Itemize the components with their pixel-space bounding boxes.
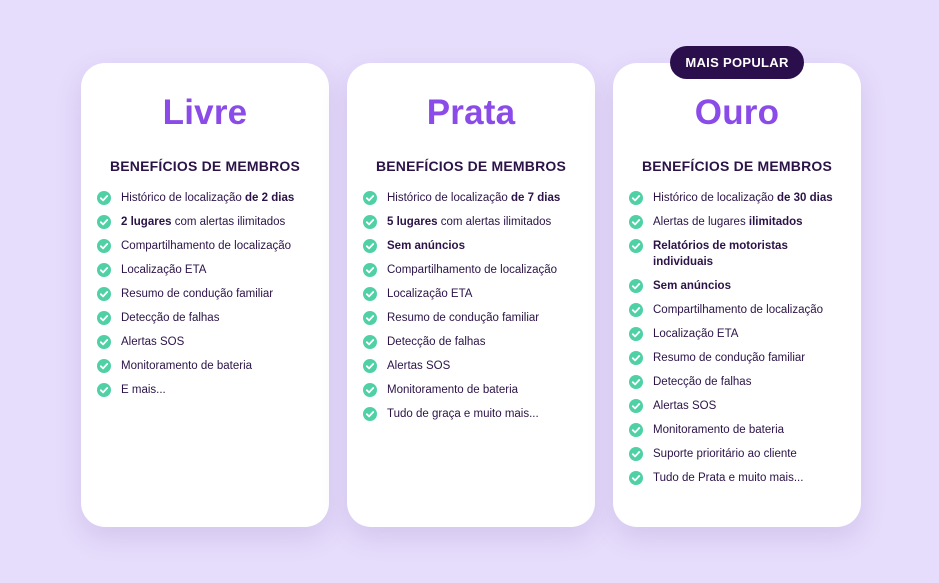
benefit-text (653, 214, 803, 230)
benefit-text-bold: 5 lugares (387, 216, 438, 228)
benefit-item (97, 238, 319, 254)
benefit-item (97, 358, 319, 374)
benefit-text-pre: Compartilhamento de localização (121, 240, 292, 252)
benefit-text (387, 310, 539, 326)
benefit-text-pre: Monitoramento de bateria (387, 384, 519, 396)
benefit-text (121, 310, 219, 326)
benefit-item (363, 406, 585, 422)
benefit-item (629, 238, 851, 270)
benefit-text-pre: Detecção de falhas (121, 312, 220, 324)
benefit-text-post: com alertas ilimitados (437, 216, 552, 228)
benefit-text (653, 302, 823, 318)
benefit-text (387, 262, 557, 278)
benefit-item (97, 310, 319, 326)
benefit-item (629, 350, 851, 366)
benefit-text-pre: Resumo de condução familiar (387, 312, 540, 324)
benefit-text-pre: Localização ETA (387, 288, 473, 300)
benefit-text-pre: Resumo de condução familiar (653, 352, 806, 364)
benefit-text-pre: Histórico de localização (387, 192, 512, 204)
check-circle-icon (97, 359, 111, 373)
benefit-item (629, 446, 851, 462)
benefit-text (387, 214, 551, 230)
check-circle-icon (629, 303, 643, 317)
benefit-item (363, 214, 585, 230)
benefit-item (629, 302, 851, 318)
check-circle-icon (97, 335, 111, 349)
benefit-item (629, 278, 851, 294)
benefit-list (97, 190, 319, 406)
benefit-text-pre: Histórico de localização (121, 192, 246, 204)
check-circle-icon (629, 375, 643, 389)
check-circle-icon (363, 239, 377, 253)
check-circle-icon (363, 191, 377, 205)
benefit-item (629, 190, 851, 206)
benefit-text (121, 190, 294, 206)
benefit-item (97, 190, 319, 206)
check-circle-icon (363, 287, 377, 301)
benefit-item (629, 470, 851, 486)
benefit-text-pre: Localização ETA (653, 328, 739, 340)
plan-title: Ouro (694, 93, 780, 132)
benefit-text (387, 286, 472, 302)
benefit-text-pre: E mais... (121, 384, 166, 396)
benefit-text-bold: Relatórios de motoristas individuais (653, 240, 788, 268)
benefit-item (97, 382, 319, 398)
benefit-item (363, 238, 585, 254)
benefit-text-bold: 2 lugares (121, 216, 172, 228)
check-circle-icon (629, 471, 643, 485)
benefit-text-post: com alertas ilimitados (171, 216, 286, 228)
check-circle-icon (363, 383, 377, 397)
check-circle-icon (97, 239, 111, 253)
benefit-text-bold: Sem anúncios (387, 240, 465, 252)
benefit-text-pre: Histórico de localização (653, 192, 778, 204)
benefit-text-pre: Detecção de falhas (653, 376, 752, 388)
benefit-text (387, 334, 485, 350)
check-circle-icon (629, 399, 643, 413)
benefit-text-pre: Alertas SOS (653, 400, 717, 412)
check-circle-icon (97, 263, 111, 277)
benefit-text-pre: Detecção de falhas (387, 336, 486, 348)
benefit-text (653, 422, 784, 438)
benefit-list (629, 190, 851, 494)
benefit-text-bold: Sem anúncios (653, 280, 731, 292)
benefit-text (653, 374, 751, 390)
check-circle-icon (363, 407, 377, 421)
benefit-text (653, 350, 805, 366)
check-circle-icon (363, 215, 377, 229)
benefit-text (121, 262, 206, 278)
benefit-item (97, 334, 319, 350)
benefit-item (363, 334, 585, 350)
check-circle-icon (97, 287, 111, 301)
benefit-item (363, 358, 585, 374)
benefit-text-pre: Compartilhamento de localização (653, 304, 824, 316)
check-circle-icon (629, 215, 643, 229)
benefit-text-pre: Tudo de graça e muito mais... (387, 408, 539, 420)
plan-card-ouro[interactable] (613, 63, 861, 527)
plan-card-prata[interactable] (347, 63, 595, 527)
benefit-item (363, 262, 585, 278)
check-circle-icon (97, 215, 111, 229)
benefit-text-pre: Resumo de condução familiar (121, 288, 274, 300)
check-circle-icon (629, 191, 643, 205)
benefit-text (121, 334, 184, 350)
benefit-text (653, 446, 797, 462)
check-circle-icon (629, 447, 643, 461)
benefit-text-bold: de 30 dias (777, 192, 833, 204)
benefit-text (387, 358, 450, 374)
check-circle-icon (97, 383, 111, 397)
benefit-text-pre: Alertas SOS (387, 360, 451, 372)
plan-card-livre[interactable] (81, 63, 329, 527)
most-popular-badge: MAIS POPULAR (670, 46, 804, 79)
benefits-heading: BENEFÍCIOS DE MEMBROS (375, 158, 567, 174)
benefit-text (121, 358, 252, 374)
benefit-text-pre: Localização ETA (121, 264, 207, 276)
benefit-text (653, 190, 833, 206)
benefit-text (653, 278, 731, 294)
benefit-item (363, 382, 585, 398)
benefit-text-pre: Tudo de Prata e muito mais... (653, 472, 804, 484)
benefit-item (629, 326, 851, 342)
benefit-text (387, 406, 539, 422)
benefit-text (387, 190, 560, 206)
benefits-heading: BENEFÍCIOS DE MEMBROS (109, 158, 301, 174)
benefit-text-bold: de 2 dias (245, 192, 295, 204)
benefit-text (387, 382, 518, 398)
benefits-heading: BENEFÍCIOS DE MEMBROS (641, 158, 833, 174)
check-circle-icon (363, 311, 377, 325)
benefit-item (97, 214, 319, 230)
check-circle-icon (629, 279, 643, 293)
benefit-text (653, 238, 851, 270)
benefit-text-bold: de 7 dias (511, 192, 561, 204)
check-circle-icon (629, 239, 643, 253)
check-circle-icon (363, 335, 377, 349)
benefit-item (629, 422, 851, 438)
benefit-text (653, 326, 738, 342)
check-circle-icon (629, 327, 643, 341)
benefit-text (121, 238, 291, 254)
benefit-item (363, 286, 585, 302)
benefit-item (97, 286, 319, 302)
benefit-text-pre: Alertas de lugares (653, 216, 749, 228)
benefit-item (629, 214, 851, 230)
benefit-text-pre: Alertas SOS (121, 336, 185, 348)
benefit-text-pre: Compartilhamento de localização (387, 264, 558, 276)
benefit-text (121, 214, 285, 230)
plan-title: Prata (426, 93, 516, 132)
benefit-text-pre: Monitoramento de bateria (121, 360, 253, 372)
benefit-item (97, 262, 319, 278)
benefit-text-bold: ilimitados (748, 216, 803, 228)
benefit-text (653, 470, 803, 486)
benefit-item (629, 398, 851, 414)
check-circle-icon (97, 191, 111, 205)
benefit-text (653, 398, 716, 414)
check-circle-icon (629, 351, 643, 365)
check-circle-icon (363, 359, 377, 373)
benefit-text (121, 286, 273, 302)
benefit-item (363, 190, 585, 206)
benefit-text (387, 238, 465, 254)
check-circle-icon (629, 423, 643, 437)
benefit-text-pre: Suporte prioritário ao cliente (653, 448, 797, 460)
benefit-text (121, 382, 166, 398)
benefit-item (629, 374, 851, 390)
benefit-item (363, 310, 585, 326)
benefit-text-pre: Monitoramento de bateria (653, 424, 785, 436)
plan-title: Livre (162, 93, 248, 132)
check-circle-icon (97, 311, 111, 325)
check-circle-icon (363, 263, 377, 277)
benefit-list (363, 190, 585, 430)
